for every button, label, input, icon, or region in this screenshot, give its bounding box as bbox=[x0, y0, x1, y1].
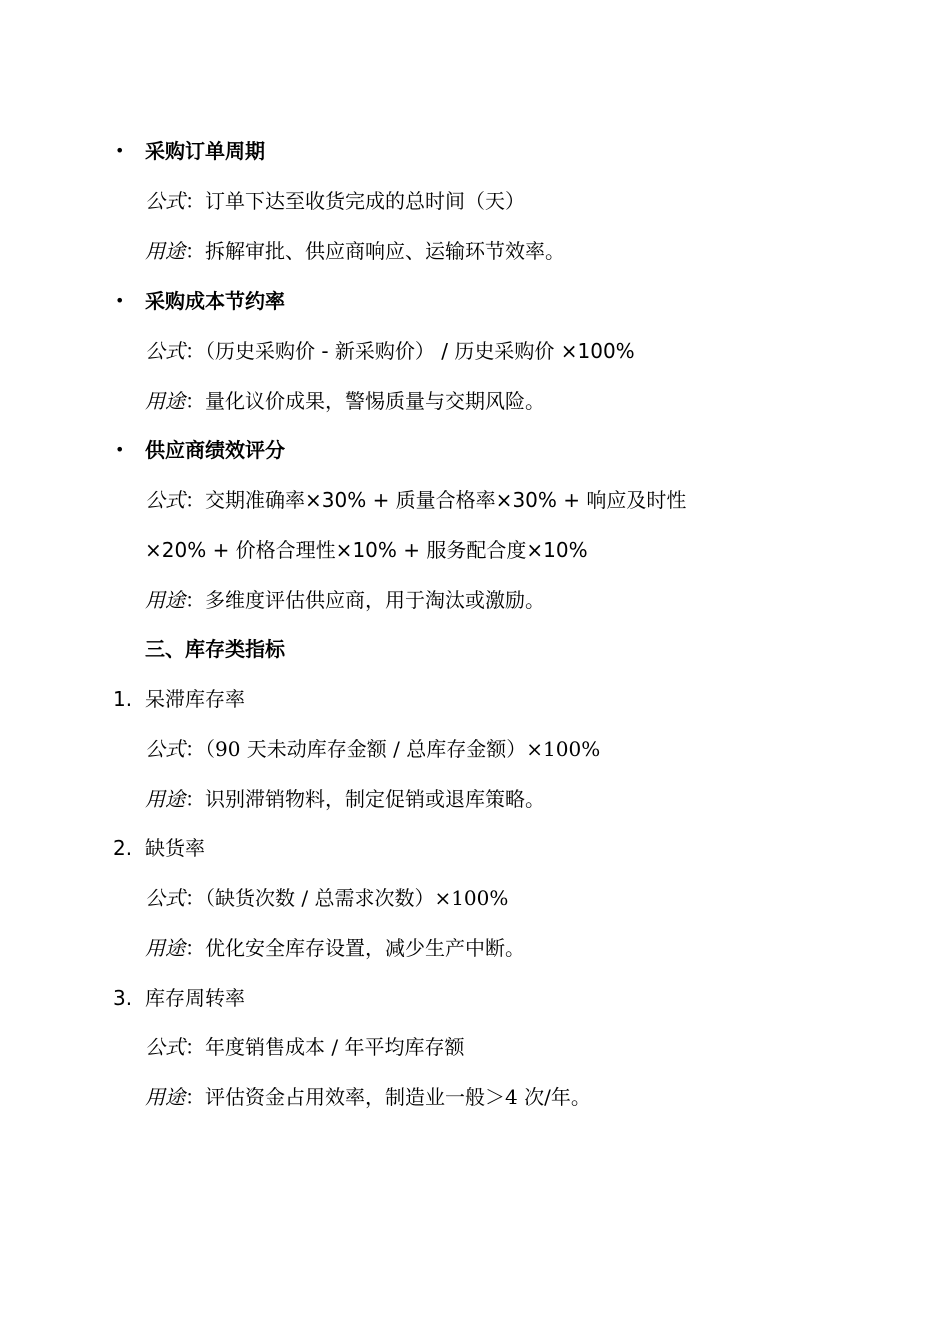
usage-label: 用途 bbox=[145, 239, 185, 263]
formula-label: 公式 bbox=[145, 488, 185, 512]
bullet-marker: • bbox=[115, 291, 125, 310]
formula-line bbox=[145, 734, 600, 764]
usage-text: ：评估资金占用效率，制造业一般＞4 次/年。 bbox=[185, 1085, 591, 1109]
section-heading: 三、库存类指标 bbox=[145, 637, 285, 661]
formula-line bbox=[145, 883, 508, 913]
usage-text: ：量化议价成果，警惕质量与交期风险。 bbox=[185, 389, 545, 413]
formula-text: ：交期准确率×30% + 质量合格率×30% + 响应及时性 bbox=[185, 488, 687, 512]
formula-line bbox=[145, 186, 525, 216]
formula-text: ：（缺货次数 / 总需求次数）×100% bbox=[185, 886, 509, 910]
usage-line bbox=[145, 386, 545, 416]
list-number: 2. bbox=[113, 836, 133, 860]
formula-line bbox=[145, 1032, 464, 1062]
formula-label: 公式 bbox=[145, 737, 185, 761]
formula-text: ：（历史采购价 - 新采购价） / 历史采购价 ×100% bbox=[185, 339, 635, 363]
usage-label: 用途 bbox=[145, 389, 185, 413]
formula-text: ：订单下达至收货完成的总时间（天） bbox=[185, 189, 525, 213]
formula-text: ：（90 天未动库存金额 / 总库存金额）×100% bbox=[185, 737, 601, 761]
metric-title: 采购成本节约率 bbox=[145, 289, 285, 313]
usage-text: ：优化安全库存设置，减少生产中断。 bbox=[185, 936, 525, 960]
bullet-marker: • bbox=[115, 440, 125, 459]
formula-text: ：年度销售成本 / 年平均库存额 bbox=[185, 1035, 465, 1059]
list-number: 1. bbox=[113, 687, 133, 711]
usage-text: ：多维度评估供应商，用于淘汰或激励。 bbox=[185, 588, 545, 612]
usage-label: 用途 bbox=[145, 1085, 185, 1109]
metric-title: 呆滞库存率 bbox=[145, 687, 245, 711]
usage-line bbox=[145, 585, 545, 615]
formula-label: 公式 bbox=[145, 189, 185, 213]
usage-text: ：识别滞销物料，制定促销或退库策略。 bbox=[185, 787, 545, 811]
formula-label: 公式 bbox=[145, 886, 185, 910]
usage-label: 用途 bbox=[145, 787, 185, 811]
usage-line bbox=[145, 933, 525, 963]
usage-label: 用途 bbox=[145, 588, 185, 612]
formula-continuation: ×20% + 价格合理性×10% + 服务配合度×10% bbox=[145, 538, 588, 562]
formula-label: 公式 bbox=[145, 339, 185, 363]
usage-label: 用途 bbox=[145, 936, 185, 960]
usage-line bbox=[145, 784, 545, 814]
formula-label: 公式 bbox=[145, 1035, 185, 1059]
list-number: 3. bbox=[113, 986, 133, 1010]
metric-title: 供应商绩效评分 bbox=[145, 438, 285, 462]
usage-line bbox=[145, 236, 565, 266]
metric-title: 库存周转率 bbox=[145, 986, 245, 1010]
formula-line bbox=[145, 485, 686, 515]
usage-text: ：拆解审批、供应商响应、运输环节效率。 bbox=[185, 239, 565, 263]
bullet-marker: • bbox=[115, 141, 125, 160]
metric-title: 缺货率 bbox=[145, 836, 205, 860]
usage-line bbox=[145, 1082, 591, 1112]
formula-line bbox=[145, 336, 635, 366]
metric-title: 采购订单周期 bbox=[145, 139, 265, 163]
